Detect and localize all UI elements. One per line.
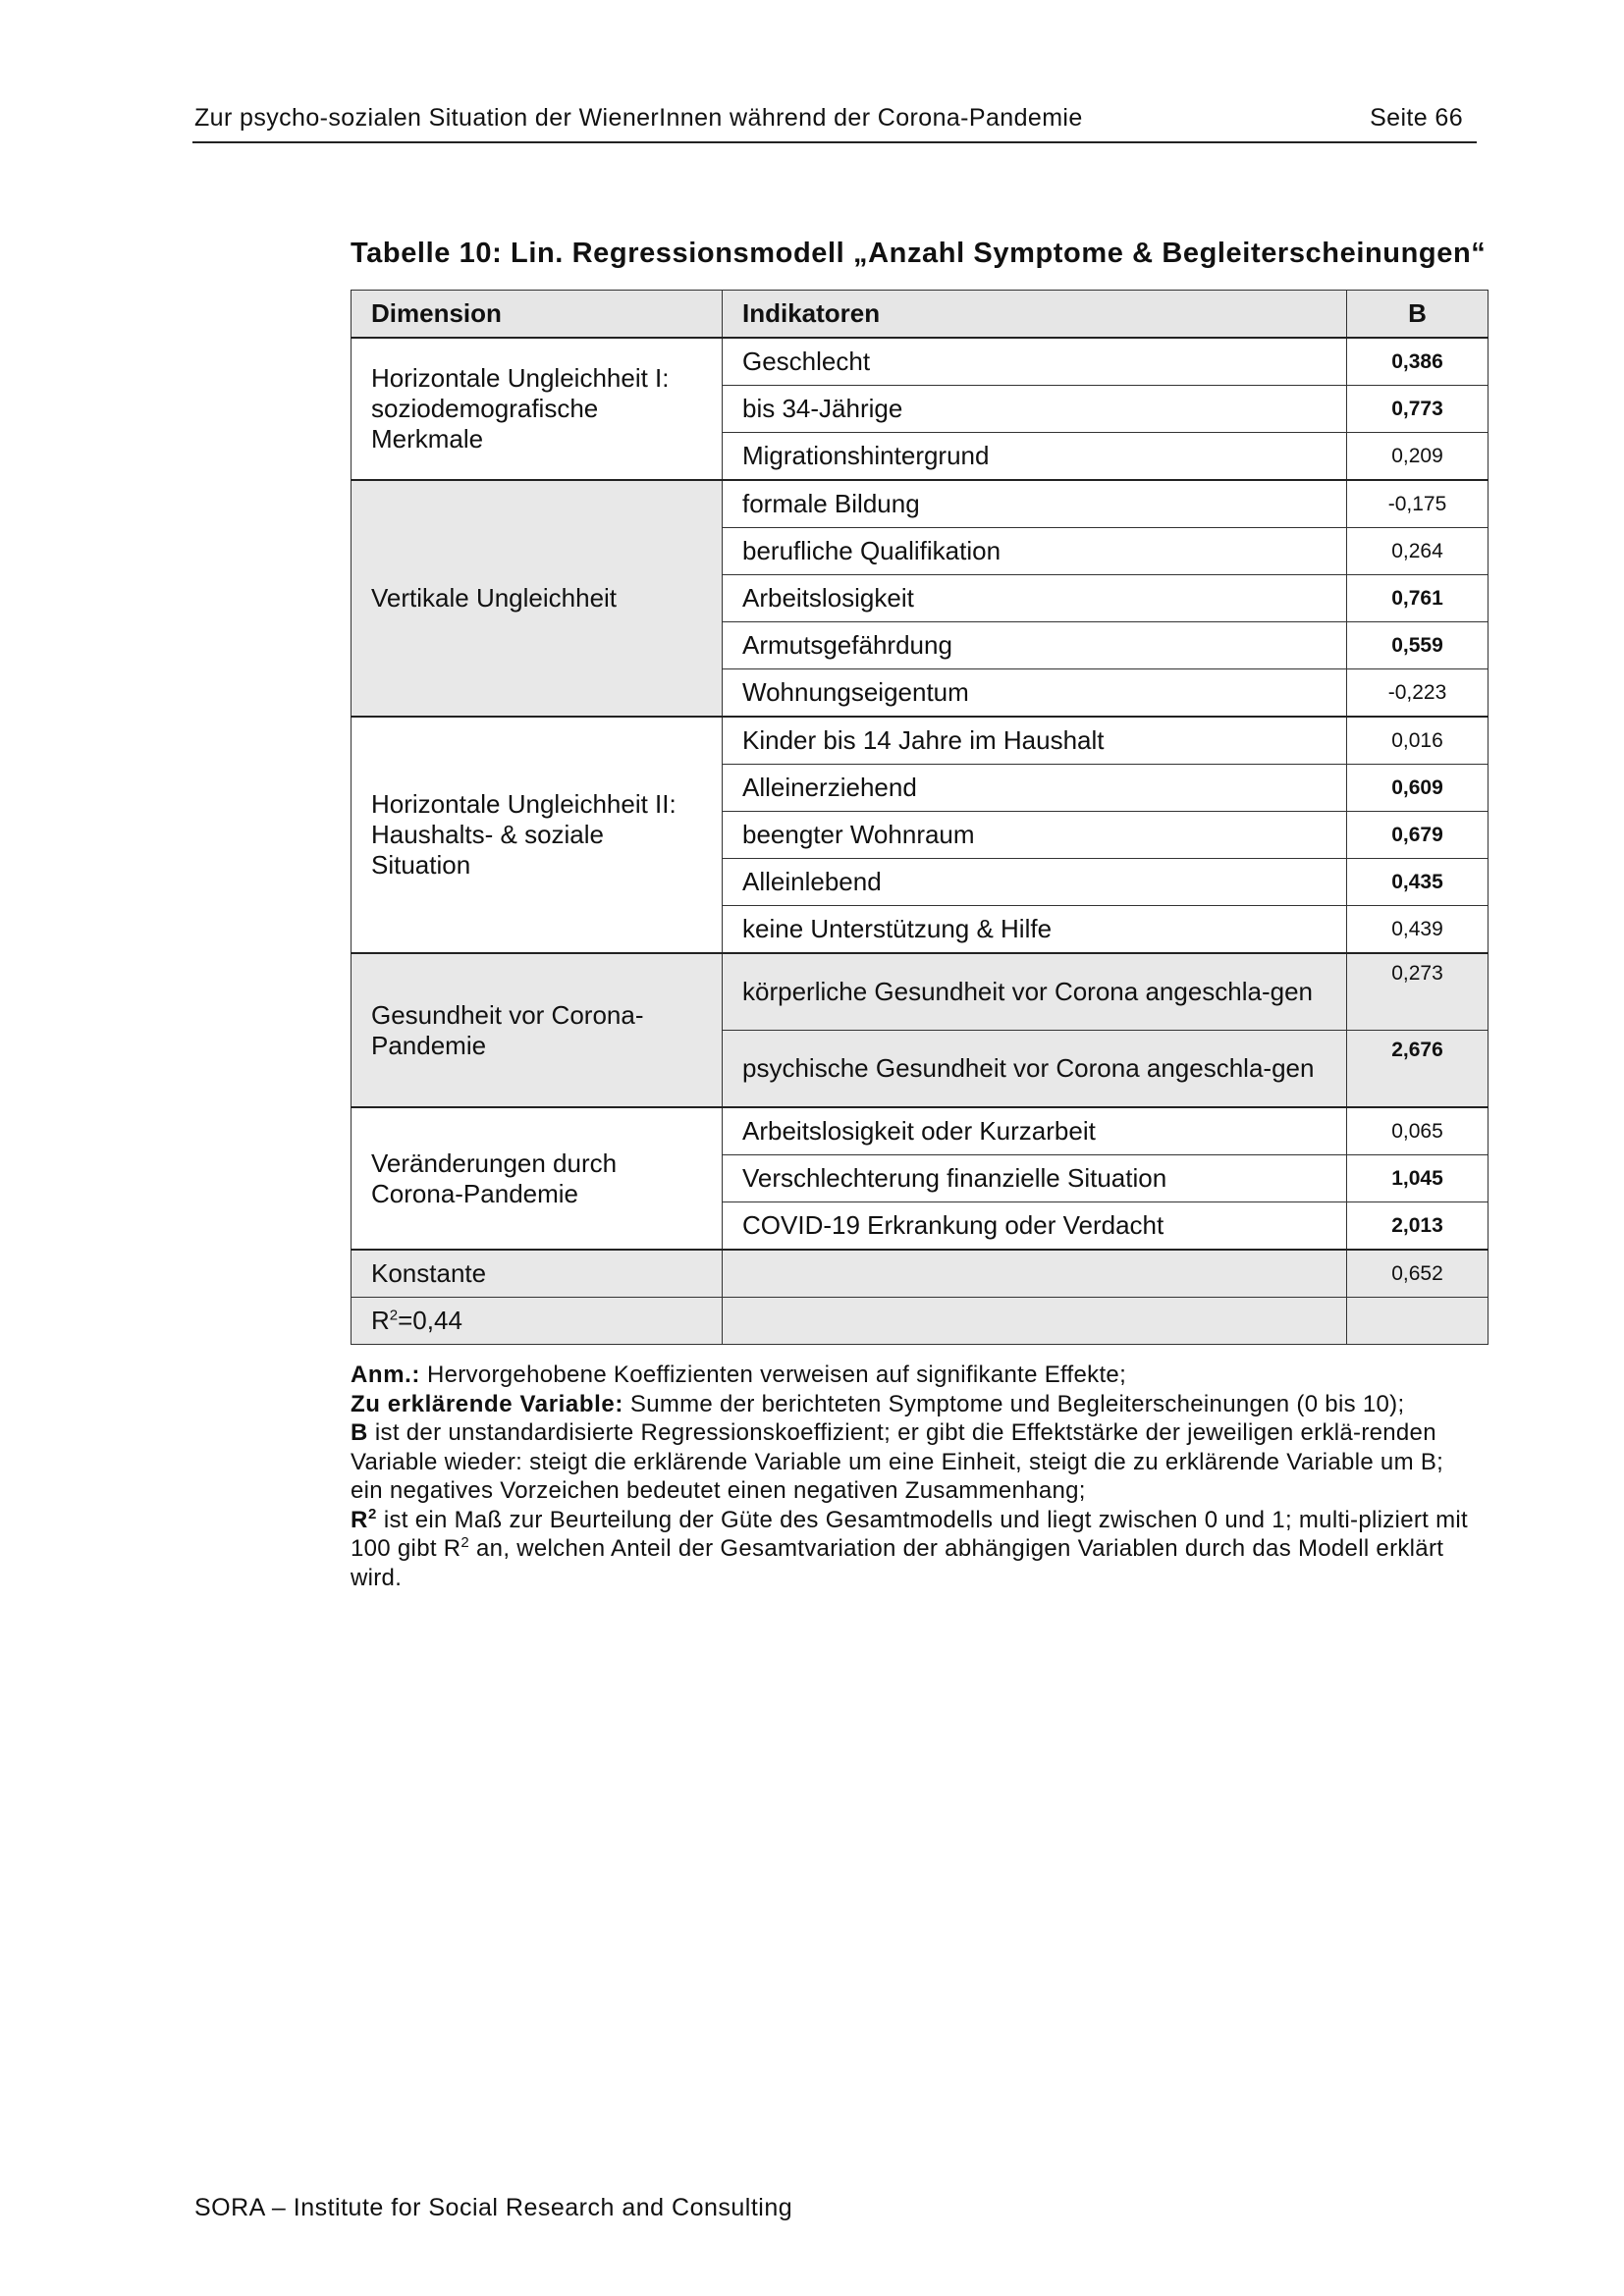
table-row [352,1107,1489,1155]
note-anm-text: Hervorgehobene Koeffizienten verweisen auf signifikante Effekte; [420,1362,1127,1388]
indikator-cell: Geschlecht [723,338,1347,386]
b-value-cell: 0,679 [1347,812,1489,859]
note-anm-label: Anm.: [351,1362,420,1388]
b-value-cell: 0,439 [1347,906,1489,954]
b-value-cell: 2,676 [1347,1031,1489,1108]
indikator-cell: Arbeitslosigkeit oder Kurzarbeit [723,1107,1347,1155]
note-r2-text-a: ist ein Maß zur Beurteilung der Güte des Gesamtmodells und liegt zwischen 0 und 1; multi-pliziert mit 100 gibt R [351,1506,1468,1562]
note-r2-sup: 2 [367,1505,377,1522]
table-header-row [352,291,1489,339]
b-value-cell: 1,045 [1347,1155,1489,1202]
indikator-cell: beengter Wohnraum [723,812,1347,859]
indikator-cell: psychische Gesundheit vor Corona angeschla-gen [723,1031,1347,1108]
indikator-cell: Wohnungseigentum [723,669,1347,718]
b-value-cell: -0,175 [1347,480,1489,528]
indikator-cell: berufliche Qualifikation [723,528,1347,575]
dimension-cell [352,480,723,717]
r-squared-label [352,1298,723,1345]
note-b [351,1418,1482,1506]
note-r2-letter: R [351,1506,368,1533]
table-row [352,717,1489,765]
table-caption: Tabelle 10: Lin. Regressionsmodell „Anzahl Symptome & Begleiterscheinungen“ [351,238,1487,269]
dimension-cell [352,338,723,480]
indikator-cell: körperliche Gesundheit vor Corona angeschla-gen [723,953,1347,1031]
indikator-cell: Armutsgefährdung [723,622,1347,669]
dimension-label: Gesundheit vor Corona-Pandemie [371,999,644,1060]
empty-cell [1347,1298,1489,1345]
indikator-cell: bis 34-Jährige [723,386,1347,433]
b-value-cell: 0,273 [1347,953,1489,1031]
indikator-cell: COVID-19 Erkrankung oder Verdacht [723,1202,1347,1251]
b-value-cell: 0,065 [1347,1107,1489,1155]
indikator-cell: Kinder bis 14 Jahre im Haushalt [723,717,1347,765]
table-notes [351,1361,1482,1592]
page-number: Seite 66 [1370,104,1463,132]
note-r2-text-sup: 2 [460,1534,470,1551]
note-b-label: B [351,1419,368,1446]
b-value-cell: 0,016 [1347,717,1489,765]
r2-value: =0,44 [398,1306,462,1335]
b-value-cell: 0,386 [1347,338,1489,386]
b-value-cell: 2,013 [1347,1202,1489,1251]
note-r2 [351,1506,1482,1593]
r2-superscript: 2 [389,1307,399,1324]
empty-cell [723,1298,1347,1345]
table-row [352,338,1489,386]
dimension-label: Horizontale Ungleichheit II: Haushalts- & soziale Situation [371,789,677,880]
dimension-label: Vertikale Ungleichheit [371,583,618,613]
dimension-label: Horizontale Ungleichheit I: soziodemografische Merkmale [371,363,670,454]
note-r2-text-b: an, welchen Anteil der Gesamtvariation der abhängigen Variablen durch das Modell erklärt wird. [351,1535,1444,1591]
header-title: Zur psycho-sozialen Situation der WienerInnen während der Corona-Pandemie [194,104,1083,132]
header-dimension: Dimension [352,291,723,339]
indikator-cell: Alleinerziehend [723,765,1347,812]
b-value-cell: 0,559 [1347,622,1489,669]
konstante-row [352,1250,1489,1298]
page-footer: SORA – Institute for Social Research and Consulting [194,2194,793,2221]
empty-cell [723,1250,1347,1298]
note-variable-text: Summe der berichteten Symptome und Begleiterscheinungen (0 bis 10); [623,1390,1405,1417]
b-value-cell: 0,209 [1347,433,1489,481]
b-value-cell: 0,435 [1347,859,1489,906]
table-row [352,480,1489,528]
indikator-cell: Verschlechterung finanzielle Situation [723,1155,1347,1202]
b-value-cell: 0,609 [1347,765,1489,812]
dimension-label: Veränderungen durch Corona-Pandemie [371,1148,618,1208]
table-row [352,953,1489,1031]
konstante-label: Konstante [352,1250,723,1298]
indikator-cell: keine Unterstützung & Hilfe [723,906,1347,954]
header-b: B [1347,291,1489,339]
indikator-cell: Migrationshintergrund [723,433,1347,481]
b-value-cell: 0,761 [1347,575,1489,622]
b-value-cell: 0,773 [1347,386,1489,433]
b-value-cell: 0,264 [1347,528,1489,575]
note-r2-label [351,1507,377,1533]
regression-table [351,290,1489,1345]
indikator-cell: Arbeitslosigkeit [723,575,1347,622]
konstante-value: 0,652 [1347,1250,1489,1298]
dimension-cell [352,953,723,1107]
note-b-text: ist der unstandardisierte Regressionskoeffizient; er gibt die Effektstärke der jeweiligen erklä-renden Variable wieder: steigt die erklärende Variable um eine Einheit, steigt die zu erklärende Variable um B; ein negatives Vorzeichen bedeutet einen negativen Zusammenhang; [351,1419,1444,1504]
r-squared-row [352,1298,1489,1345]
dimension-cell [352,717,723,953]
note-variable-label: Zu erklärende Variable: [351,1390,623,1417]
page-header [192,104,1477,143]
r2-prefix: R [371,1306,390,1335]
b-value-cell: -0,223 [1347,669,1489,718]
header-indikatoren: Indikatoren [723,291,1347,339]
dimension-cell [352,1107,723,1250]
indikator-cell: formale Bildung [723,480,1347,528]
note-variable [351,1390,1482,1419]
indikator-cell: Alleinlebend [723,859,1347,906]
note-anm [351,1361,1482,1390]
